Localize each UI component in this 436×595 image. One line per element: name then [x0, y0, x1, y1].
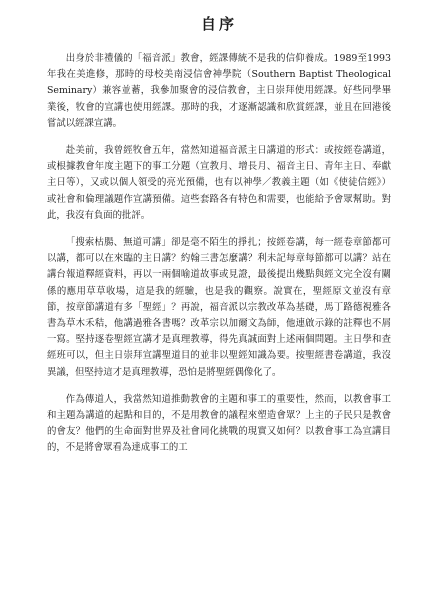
paragraph-1: 出身於非禮儀的「福音派」教會，經課傳統不是我的信仰養成。1989至1993年我在美進修，那時的母校美南浸信會神學院（Southern Baptist Theological Seminary）兼容並蓄，我參加聚會的浸信教會，主日崇拜使用經課。好些同學畢業後，牧會的宣講也使用經課。那時的我，才逐漸認識和欣賞經課，並且在回港後嘗試以經課宣講。 [47, 53, 391, 129]
paragraph-4: 作為傳道人，我當然知道推動教會的主題和事工的重要性，然而，以教會事工和主題為講道的起點和目的，不是用教會的議程來塑造會眾？上主的子民只是教會的會友？他們的生命面對世界及社會同化挑戰的現實又如何？以教會事工為宣講目的，不是將會眾看為達成事工的工 [47, 393, 391, 454]
paragraph-3: 「搜索枯腸、無道可講」卻是毫不陌生的掙扎；按經卷講，每一經卷章節都可以講，都可以在來臨的主日講？約翰三書怎麼講？利未記每章每節都可以講？站在講台報道釋經資料，再以一兩個喻道故事或見證，最後提出幾點與經文完全沒有關係的應用草草收場，這是我的經驗，也是我的觀察。說實在，聖經原文並沒有章節，按章節講道有多「聖經」？再說，福音派以宗教改革為基礎，馬丁路德視雅各書為草木禾秸，他講過雅各書嗎？改革宗以加爾文為師，他連啟示錄的註釋也不屑一寫。堅持逐卷聖經宣講才是真理教導，得先真誠面對上述兩個問題。主日學和查經班可以，但主日崇拜宣講聖道目的並非以聖經知識為要。按聖經書卷講道，我沒異議，但堅持這才是真理教導，恐怕是將聖經偶像化了。 [47, 237, 391, 378]
page-title: 自序 [200, 15, 237, 33]
paragraph-2: 赴美前，我曾經牧會五年，當然知道福音派主日講道的形式：或按經卷講道，或根據教會年度主題下的事工分題（宣教月、增長月、福音主日、青年主日、奉獻主日等），又或以個人領受的亮光預備，也有以神學／教義主題（如《使徒信經》）或社會和倫理議題作宣講預備。這些套路各有特色和需要，也能給予會眾幫助。對此，我沒有負面的批評。 [47, 145, 391, 221]
